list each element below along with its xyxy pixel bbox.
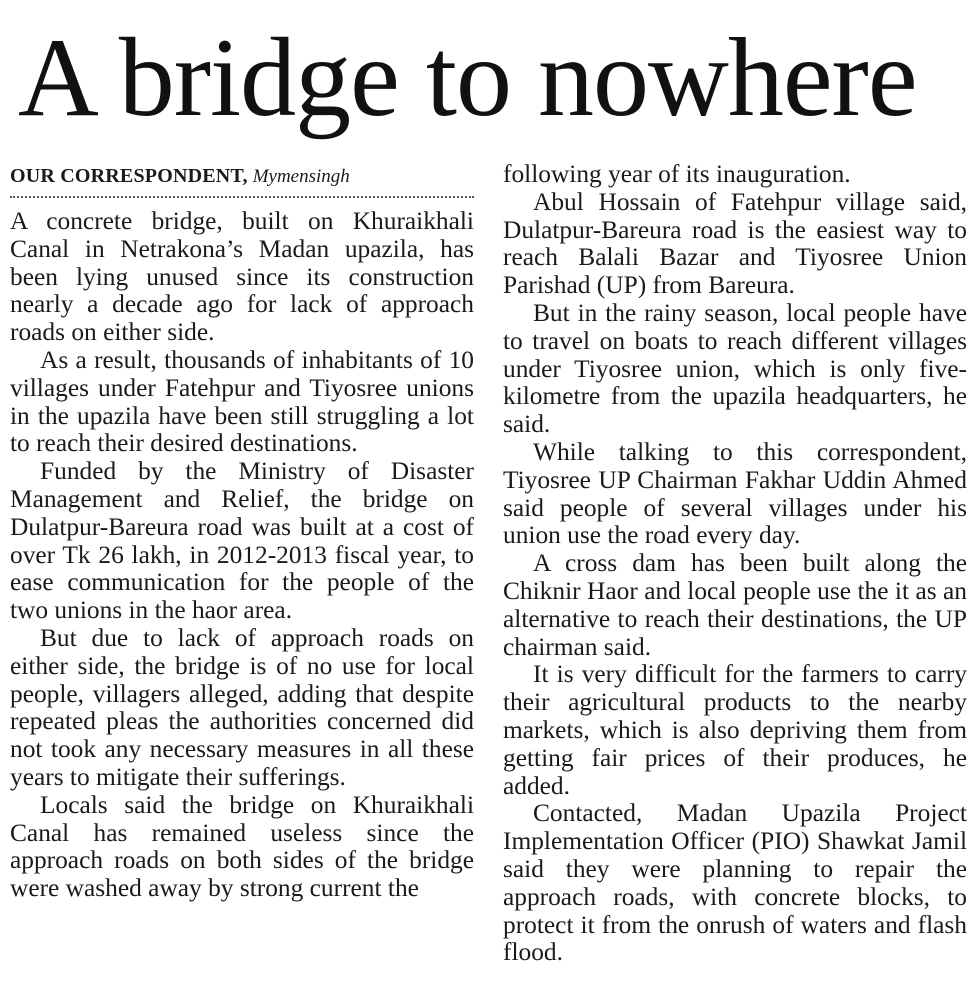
byline: [10, 163, 474, 198]
paragraph: Abul Hossain of Fatehpur village said, Dulatpur-Bareura road is the easiest way to reach Balali Bazar and Tiyosree Union Parishad (UP) from Bareura.: [503, 187, 967, 300]
headline: A bridge to nowhere: [18, 16, 917, 140]
paragraph: Locals said the bridge on Khuraikhali Canal has remained useless since the approach roads on both sides of the bridge were washed away by strong current the: [10, 790, 474, 903]
byline-author: OUR CORRESPONDENT,: [10, 165, 248, 187]
paragraph: Funded by the Ministry of Disaster Management and Relief, the bridge on Dulatpur-Bareura road was built at a cost of over Tk 26 lakh, in 2012-2013 fiscal year, to ease communication for the people of the two unions in the haor area.: [10, 457, 474, 625]
paragraph: But in the rainy season, local people have to travel on boats to reach different villages under Tiyosree union, which is only five-kilometre from the upazila headquarters, he said.: [503, 298, 967, 439]
paragraph: As a result, thousands of inhabitants of 10 villages under Fatehpur and Tiyosree unions in the upazila have been still struggling a lot to reach their desired destinations.: [10, 345, 474, 458]
paragraph: While talking to this correspondent, Tiyosree UP Chairman Fakhar Uddin Ahmed said people of several villages under his union use the road every day.: [503, 437, 967, 550]
paragraph: But due to lack of approach roads on either side, the bridge is of no use for local people, villagers alleged, adding that despite repeated pleas the authorities concerned did not took any necessary measures in all these years to mitigate their sufferings.: [10, 623, 474, 791]
byline-location: Mymensingh: [252, 166, 350, 187]
paragraph: A cross dam has been built along the Chiknir Haor and local people use the it as an alternative to reach their destinations, the UP chairman said.: [503, 549, 967, 661]
paragraph-continued: following year of its inauguration.: [503, 160, 851, 188]
article-column-left: [10, 163, 474, 903]
paragraph: Contacted, Madan Upazila Project Implementation Officer (PIO) Shawkat Jamil said they were planning to repair the approach roads, with concrete blocks, to protect it from the onrush of waters and flash flood.: [503, 799, 967, 967]
article-column-right: [503, 161, 967, 967]
paragraph: It is very difficult for the farmers to carry their agricultural products to the nearby markets, which is also depriving them from getting fair prices of their produces, he added.: [503, 660, 967, 800]
paragraph: A concrete bridge, built on Khuraikhali Canal in Netrakona’s Madan upazila, has been lying unused since its construction nearly a decade ago for lack of approach roads on either side.: [10, 207, 474, 347]
